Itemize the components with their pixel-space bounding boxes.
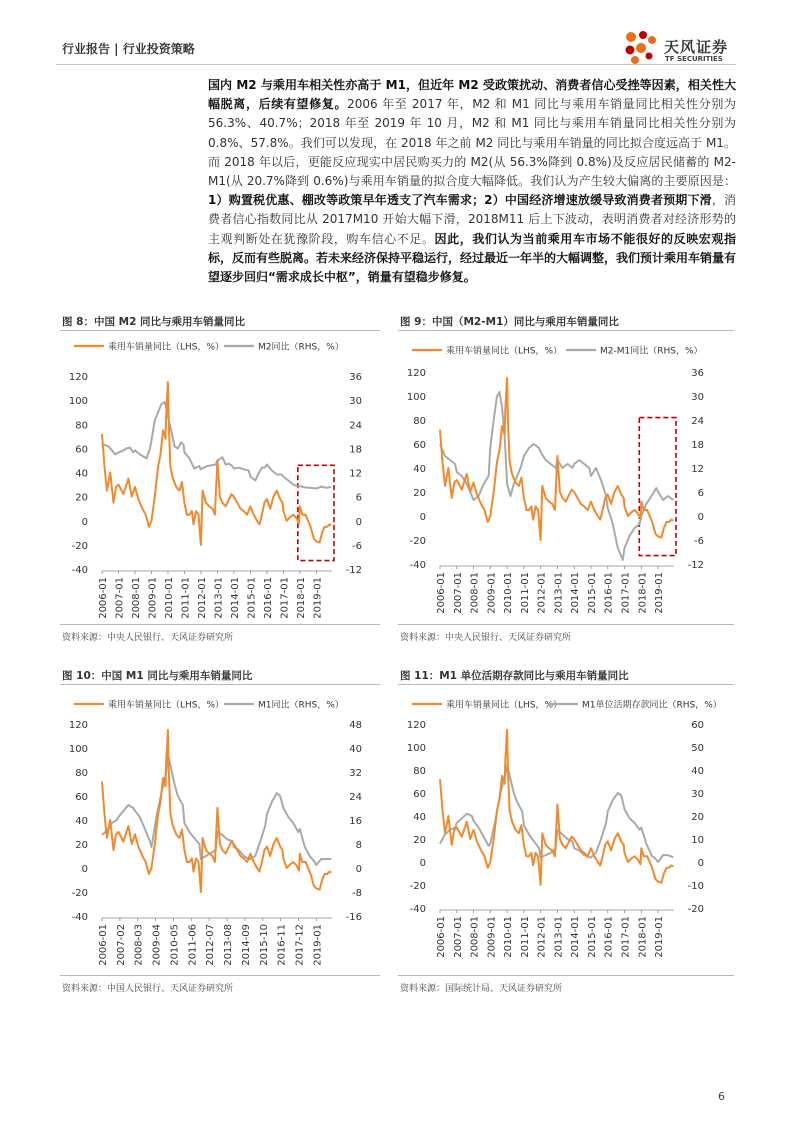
x-tick-label: 2013-01 [213,577,225,619]
x-tick-label: 2019-01 [654,572,666,614]
y-left-tick-label: 120 [406,368,426,379]
text-bold-conclusion: 因此，我们认为当前乘用车市场不能很好的反映宏观指标，反而有些脱离。若未来经济保持平稳运行，经过最近一年半的大幅调整，我们预计乘用车销量有望逐步回归“需求成长中枢”，销量有望稳步修复。 [208,231,737,285]
x-tick-label: 2006-01 [436,572,447,614]
legend-label-sales: 乘用车销量同比（LHS，%） [446,700,563,711]
y-right-tick-label: 60 [691,720,704,731]
figure-9-bottom-rule [398,624,734,625]
x-tick-label: 2007-02 [115,924,127,966]
figure-9-source: 资料来源：中央人民银行、天风证券研究所 [400,633,572,643]
y-right-tick-label: 36 [349,372,362,383]
text-consumer-confidence: ，消费者信心指数同比从 2017M10 开始大幅下滑，2018M11 后上下波动，表明消费者对经济形势的主观判断处在犹豫阶段，购车信心不足。 [208,193,736,246]
y-right-tick-label: 0 [355,864,362,875]
y-left-tick-label: -20 [409,881,426,892]
x-tick-label: 2008-01 [469,572,481,614]
y-right-tick-label: 6 [697,488,704,499]
x-tick-label: 2010-05 [169,924,181,966]
y-right-tick-label: -12 [345,565,362,576]
y-left-tick-label: 0 [81,516,88,528]
y-right-tick-label: 12 [691,464,704,475]
figure-11-title: 图 11：M1 单位活期存款同比与乘用车销量同比 [400,670,629,682]
x-tick-label: 2013-01 [553,916,565,958]
legend-label-money: M1同比（RHS，%） [258,700,344,711]
y-right-tick-label: 32 [349,768,362,779]
y-right-tick-label: 40 [691,766,704,777]
x-tick-label: 2016-11 [276,924,288,966]
figure-10-rule [60,684,380,685]
figure-9-title: 图 9：中国（M2-M1）同比与乘用车销量同比 [400,316,619,328]
figure-10-source: 资料来源：中国人民银行、天风证券研究所 [62,984,234,994]
x-tick-label: 2015-01 [586,572,598,614]
x-tick-label: 2009-01 [147,577,159,619]
y-right-tick-label: 24 [691,416,704,427]
y-left-tick-label: 20 [413,488,426,499]
x-tick-label: 2011-01 [519,916,531,958]
y-left-tick-label: 80 [413,766,426,777]
x-tick-label: 2006-01 [98,577,109,619]
y-left-tick-label: 20 [75,492,88,504]
y-right-tick-label: 30 [691,392,704,403]
y-left-tick-label: 40 [75,468,88,480]
y-left-tick-label: 60 [413,789,426,800]
y-right-tick-label: -6 [694,536,704,547]
text-bold-reasons: 1）购置税优惠、棚改等政策早年透支了汽车需求；2）中国经济增速放缓导致消费者预期下滑 [208,193,712,208]
figure-8-source: 资料来源：中央人民银行、天风证券研究所 [62,633,234,643]
x-tick-label: 2007-01 [452,916,464,958]
chart-legend [74,699,344,711]
y-right-tick-label: 18 [349,444,362,456]
x-tick-label: 2008-03 [133,924,145,966]
x-tick-label: 2007-01 [114,577,126,619]
figure-8-title: 图 8：中国 M2 同比与乘用车销量同比 [62,316,246,328]
y-right-tick-label: 50 [691,743,704,754]
series-line-sales [440,378,673,540]
y-right-tick-label: 0 [697,512,704,523]
report-header: 行业报告 | 行业投资策略 [62,42,195,56]
y-left-tick-label: 40 [413,812,426,823]
x-tick-label: 2010-01 [163,577,175,619]
x-tick-label: 2016-01 [603,572,615,614]
x-tick-label: 2011-01 [519,572,531,614]
logo-mark-icon [622,28,662,68]
chart-m2-vs-sales [60,332,385,622]
chart-m1-vs-sales [60,686,385,974]
y-left-tick-label: 60 [75,792,88,803]
x-tick-label: 2008-01 [130,577,142,619]
x-tick-label: 2017-01 [620,916,632,958]
chart-legend [412,345,703,357]
text-analysis: 2006 年至 2017 年，M2 和 M1 同比与乘用车销量同比相关性分别为 56.3%、40.7%；2018 年至 2019 年 10 月，M2 和 M1 同比与乘用车销量同比相关性分别为 0.8%、57.8%。我们可以发现，在 2018 年之前 M2 同比与乘用车销量的同比拟合度远高于 M1。而 2018 年以后，更能反应现实中居民购买力的 M2(从 56.3%降到 0.8%)及反应居民储蓄的 M2-M1(从 20.7%降到 0.6%)与乘用车销量的拟合度大幅降低。我们认为产生较大偏离的主要原因是： [208,97,736,189]
y-left-tick-label: 80 [413,416,426,427]
y-left-tick-label: 20 [413,835,426,846]
logo-text-cn: 天风证券 [664,38,729,56]
x-tick-label: 2013-01 [553,572,565,614]
figure-8-bottom-rule [60,624,380,625]
y-right-tick-label: -16 [345,912,362,923]
brand-logo [622,28,742,70]
y-left-tick-label: -40 [71,912,88,923]
y-left-tick-label: 120 [68,720,88,731]
legend-label-money: M2同比（RHS，%） [258,342,344,353]
y-right-tick-label: 12 [349,468,362,480]
y-left-tick-label: -40 [71,565,88,576]
y-right-tick-label: 0 [697,858,704,869]
y-left-tick-label: -40 [409,560,426,571]
y-right-tick-label: 8 [355,840,362,851]
x-tick-label: 2009-01 [486,916,498,958]
legend-label-sales: 乘用车销量同比（LHS，%） [108,342,225,353]
y-left-tick-label: 100 [406,743,426,754]
chart-m2m1-vs-sales [398,332,736,622]
y-left-tick-label: 80 [75,768,88,779]
x-tick-label: 2019-01 [312,577,324,619]
x-tick-label: 2014-01 [570,916,582,958]
highlight-box [298,465,334,560]
y-right-tick-label: 24 [349,792,362,803]
y-right-tick-label: 16 [349,816,362,827]
x-tick-label: 2009-04 [151,924,163,966]
x-tick-label: 2016-01 [262,577,274,619]
y-right-tick-label: -10 [687,881,704,892]
y-left-tick-label: 40 [413,464,426,475]
y-right-tick-label: -12 [687,560,704,571]
x-tick-label: 2012-01 [536,916,548,958]
x-tick-label: 2012-07 [205,924,217,966]
y-left-tick-label: 100 [406,392,426,403]
y-right-tick-label: 30 [349,396,362,408]
x-tick-label: 2006-01 [436,916,447,958]
figure-9-rule [398,330,734,331]
chart-legend [74,341,344,353]
x-tick-label: 2018-01 [637,572,649,614]
legend-label-money: M1单位活期存款同比（RHS，%） [582,700,722,711]
x-tick-label: 2019-01 [654,916,666,958]
y-right-tick-label: -8 [352,888,362,899]
figure-11-source: 资料来源：国际统计局、天风证券研究所 [400,984,563,994]
figure-10-bottom-rule [60,975,380,976]
y-left-tick-label: 60 [75,444,88,456]
y-left-tick-label: 20 [75,840,88,851]
chart-legend [412,699,722,711]
legend-label-sales: 乘用车销量同比（LHS，%） [108,700,225,711]
series-line-sales [102,730,331,892]
x-tick-label: 2007-01 [452,572,464,614]
x-tick-label: 2014-01 [570,572,582,614]
x-tick-label: 2014-01 [229,577,241,619]
x-tick-label: 2006-01 [98,924,109,966]
x-tick-label: 2009-01 [486,572,498,614]
y-left-tick-label: -20 [409,536,426,547]
y-right-tick-label: 30 [691,789,704,800]
x-tick-label: 2017-01 [620,572,632,614]
y-right-tick-label: 10 [691,835,704,846]
logo-text-en: TF SECURITIES [665,55,723,63]
x-tick-label: 2011-06 [187,924,199,966]
y-right-tick-label: 36 [691,368,704,379]
figure-10-title: 图 10：中国 M1 同比与乘用车销量同比 [62,670,253,682]
legend-label-money: M2-M1同比（RHS，%） [600,346,703,357]
legend-label-sales: 乘用车销量同比（LHS，%） [446,346,563,357]
x-tick-label: 2010-01 [503,572,515,614]
y-left-tick-label: 100 [68,396,88,408]
x-tick-label: 2012-01 [536,572,548,614]
figure-8-rule [60,330,380,331]
x-tick-label: 2017-01 [279,577,291,619]
x-tick-label: 2013-08 [223,924,235,966]
y-right-tick-label: -6 [352,540,362,552]
y-left-tick-label: -40 [409,904,426,915]
y-right-tick-label: 48 [349,720,362,731]
y-left-tick-label: 0 [419,512,426,523]
x-tick-label: 2018-01 [637,916,649,958]
y-left-tick-label: -20 [71,540,88,552]
y-left-tick-label: 40 [75,816,88,827]
figure-11-bottom-rule [398,975,734,976]
y-right-tick-label: 6 [355,492,362,504]
y-right-tick-label: 0 [355,516,362,528]
y-left-tick-label: 80 [75,420,88,432]
y-right-tick-label: 20 [691,812,704,823]
x-tick-label: 2015-10 [258,924,270,966]
y-left-tick-label: 60 [413,440,426,451]
x-tick-label: 2016-01 [603,916,615,958]
y-left-tick-label: 120 [406,720,426,731]
text-bold-lead: 国内 M2 与乘用车相关性亦高于 M1，但近年 M2 受政策扰动、消费者信心受挫等因素，相关性大幅脱离，后续有望修复。 [208,78,736,112]
y-left-tick-label: 0 [419,858,426,869]
body-paragraph [208,76,736,287]
y-left-tick-label: 120 [68,372,88,383]
y-right-tick-label: 40 [349,744,362,755]
page-number: 6 [718,1090,725,1103]
x-tick-label: 2012-01 [196,577,208,619]
y-left-tick-label: 100 [68,744,88,755]
x-tick-label: 2017-12 [294,924,306,966]
x-tick-label: 2008-01 [469,916,481,958]
x-tick-label: 2011-01 [180,577,192,619]
x-tick-label: 2015-01 [246,577,258,619]
series-line-sales [440,730,673,885]
x-tick-label: 2018-01 [295,577,307,619]
y-left-tick-label: 0 [81,864,88,875]
chart-m1-deposit-vs-sales [398,686,736,974]
y-right-tick-label: -20 [687,904,704,915]
y-right-tick-label: 18 [691,440,704,451]
y-left-tick-label: -20 [71,888,88,899]
x-tick-label: 2019-01 [312,924,324,966]
series-line-sales [102,382,331,545]
x-tick-label: 2015-01 [586,916,598,958]
figure-11-rule [398,684,734,685]
x-tick-label: 2014-09 [240,924,252,966]
x-tick-label: 2010-01 [503,916,515,958]
y-right-tick-label: 24 [349,420,362,432]
